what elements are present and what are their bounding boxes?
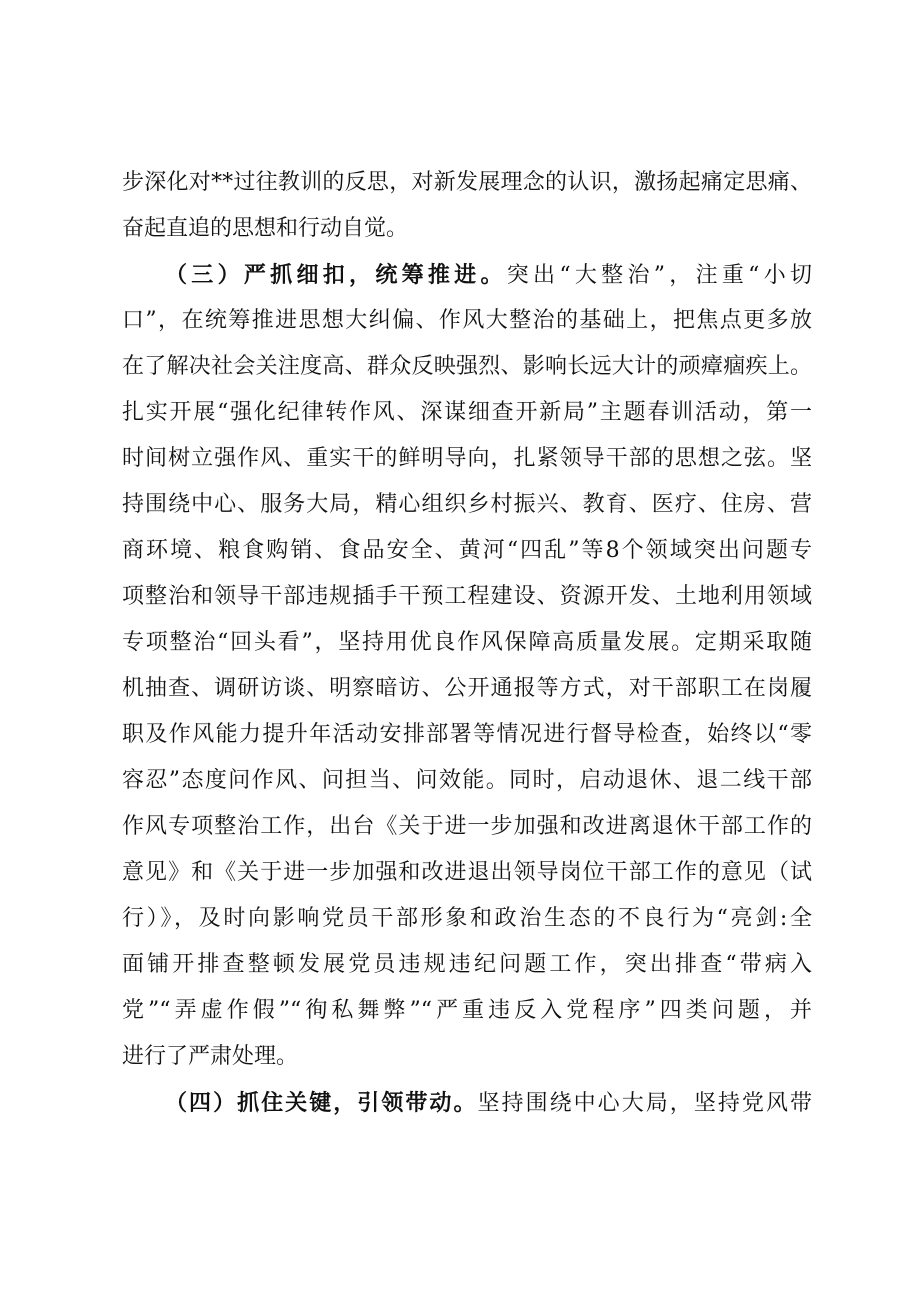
text-line: 时间树立强作风、重实干的鲜明导向，扎紧领导干部的思想之弦。坚 bbox=[122, 446, 812, 471]
text-line: 奋起直追的思想和行动自觉。 bbox=[122, 216, 409, 241]
text-line: 步深化对**过往教训的反思，对新发展理念的认识，激扬起痛定思痛、 bbox=[122, 170, 812, 195]
section-heading-line bbox=[165, 1086, 812, 1120]
section-heading: （四）抓住关键，引领带动。 bbox=[165, 1090, 478, 1116]
text-line: 商环境、粮食购销、食品安全、黄河“四乱”等8个领域突出问题专 bbox=[122, 538, 812, 563]
text-line: 意见》和《关于进一步加强和改进退出领导岗位干部工作的意见（试 bbox=[122, 860, 812, 885]
section-text: 突出“大整治”，注重“小切 bbox=[506, 263, 812, 288]
text-line: 机抽查、调研访谈、明察暗访、公开通报等方式，对干部职工在岗履 bbox=[122, 676, 812, 701]
text-line: 进行了严肃处理。 bbox=[122, 1044, 299, 1069]
text-line: 专项整治“回头看”，坚持用优良作风保障高质量发展。定期采取随 bbox=[122, 630, 812, 655]
text-line: 面铺开排查整顿发展党员违规违纪问题工作，突出排查“带病入 bbox=[122, 952, 812, 977]
text-line: 项整治和领导干部违规插手干预工程建设、资源开发、土地利用领域 bbox=[122, 584, 812, 609]
text-line: 口”，在统筹推进思想大纠偏、作风大整治的基础上，把焦点更多放 bbox=[122, 308, 812, 333]
text-line: 容忍”态度问作风、问担当、问效能。同时，启动退休、退二线干部 bbox=[122, 768, 812, 793]
text-line: 持围绕中心、服务大局，精心组织乡村振兴、教育、医疗、住房、营 bbox=[122, 492, 812, 517]
text-line: 职及作风能力提升年活动安排部署等情况进行督导检查，始终以“零 bbox=[122, 722, 812, 747]
text-line: 作风专项整治工作，出台《关于进一步加强和改进离退休干部工作的 bbox=[122, 814, 812, 839]
section-heading-line bbox=[165, 258, 812, 292]
section-heading: （三）严抓细扣，统筹推进。 bbox=[165, 262, 507, 288]
text-line: 行）》，及时向影响党员干部形象和政治生态的不良行为“亮剑:全 bbox=[122, 906, 812, 931]
text-line: 扎实开展“强化纪律转作风、深谋细查开新局”主题春训活动，第一 bbox=[122, 400, 812, 425]
text-line: 在了解决社会关注度高、群众反映强烈、影响长远大计的顽瘴痼疾上。 bbox=[122, 354, 812, 379]
text-line: 党”“弄虚作假”“徇私舞弊”“严重违反入党程序”四类问题，并 bbox=[122, 998, 812, 1023]
section-text: 坚持围绕中心大局，坚持党风带 bbox=[477, 1091, 812, 1116]
